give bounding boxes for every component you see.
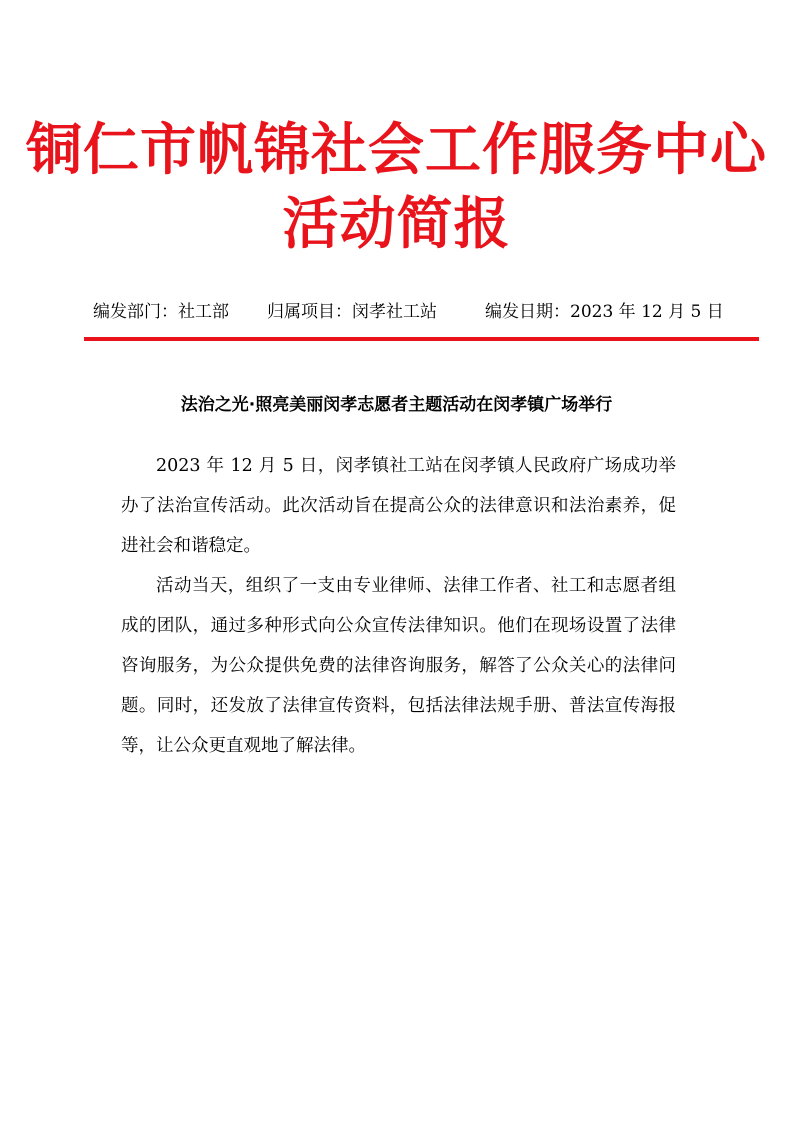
bulletin-title: 活动简报 (282, 192, 511, 257)
header-divider (84, 337, 759, 341)
organization-name: 铜仁市帆锦社会工作服务中心 (26, 118, 767, 183)
meta-department: 编发部门：社工部 (93, 302, 229, 322)
article-paragraph: 活动当天，组织了一支由专业律师、法律工作者、社工和志愿者组成的团队，通过多种形式向公众宣传法律知识。他们在现场设置了法律咨询服务，为公众提供免费的法律咨询服务，解答了公众关心的法律问题。同时，还发放了法律宣传资料，包括法律法规手册、普法宣传海报等，让公众更直观地了解法律。 (121, 576, 676, 756)
article-title: 法治之光·照亮美丽闵孝志愿者主题活动在闵孝镇广场举行 (180, 395, 613, 415)
bulletin-meta-row (93, 298, 733, 326)
article-body (121, 446, 676, 766)
meta-issue-date: 编发日期：2023 年 12 月 5 日 (485, 302, 724, 322)
meta-project: 归属项目：闵孝社工站 (267, 302, 437, 322)
article-paragraph: 2023 年 12 月 5 日，闵孝镇社工站在闵孝镇人民政府广场成功举办了法治宣传活动。此次活动旨在提高公众的法律意识和法治素养，促进社会和谐稳定。 (121, 456, 676, 556)
